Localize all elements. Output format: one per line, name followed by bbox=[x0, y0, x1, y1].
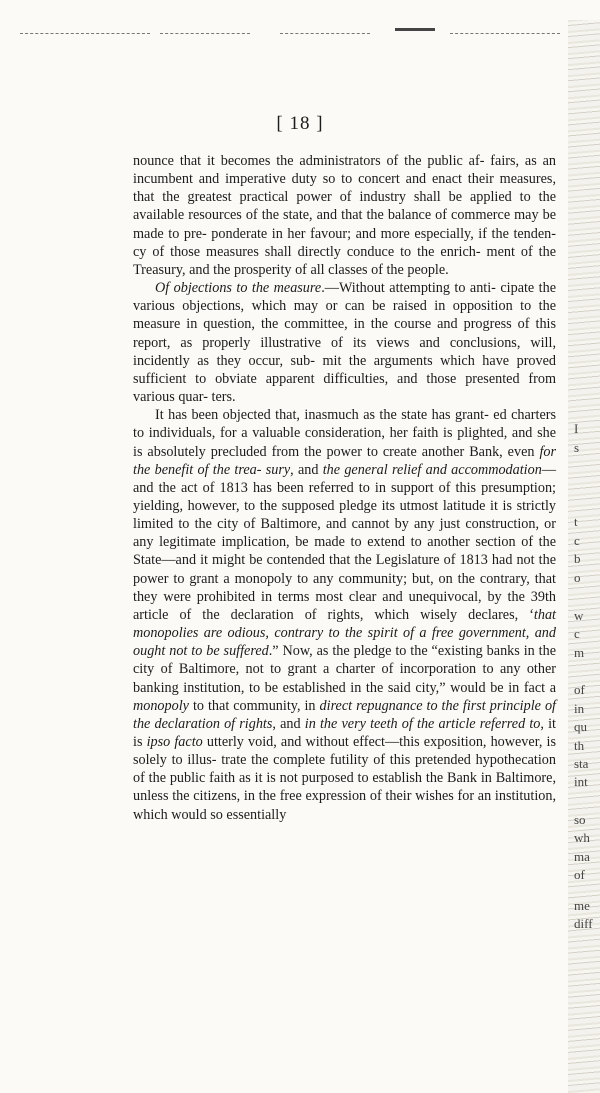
text-segment: .” Now, as the pledge to the “existing banks in the city of Baltimore, not to grant a charter of incorporation to any other banking institution, to be established in the said city,” would be in fact a bbox=[133, 643, 556, 696]
text-segment: —and the act of 1813 has been referred to in support of this presumption; yielding, however, to the supposed pledge its utmost latitude it is strictly limited to the city of Baltimore, and cannot by any just construction, or any legitimate implication, be made to extend to another section of the State—and it might be contended that the Legislature of 1813 had not the power to grant a monopoly to any community; but, on the contrary, that they were prohibited in terms most clear and unequivocal, by the 39th article of the declaration of rights, which wisely declares, ‘ bbox=[133, 461, 556, 623]
adjacent-page-fragment: ma bbox=[574, 849, 590, 864]
paragraph-3 bbox=[133, 406, 556, 824]
text-segment: , and bbox=[272, 715, 305, 732]
italic-text: monopoly bbox=[133, 697, 189, 714]
top-rule bbox=[20, 33, 150, 34]
text-segment: , and bbox=[290, 461, 323, 478]
adjacent-page-fragment: so bbox=[574, 812, 586, 827]
italic-text: ipso facto bbox=[146, 734, 203, 750]
adjacent-page-fragment: of bbox=[574, 867, 585, 882]
top-rule bbox=[450, 33, 560, 34]
adjacent-page-fragment: diff bbox=[574, 916, 593, 931]
adjacent-page-fragment: me bbox=[574, 898, 590, 913]
italic-text: in the very teeth of the article referred to bbox=[304, 715, 541, 732]
adjacent-page-fragment: int bbox=[574, 774, 588, 789]
text-segment: .—Without attempting to anti- cipate the various objections, which may or can be raised in opposition to the measure in question, the committee, in the course and progress of this report, as properly illustrative of its views and conclusions, will, incidently as they occur, sub- mit the arguments which have proved sufficient to obviate apparent difficulties, and those presented from various quar- ters. bbox=[133, 280, 557, 406]
text-segment: nounce that it becomes the administrators of the public af- fairs, as an incumbent and imperative duty so to concert and enact their measures, that the greatest practical power of industry shall be applied to the available resources of the state, and that the balance of commerce may be made to pre- ponderate in her favour; and more especially, if the tenden- cy of those measures shall directly conduce to the enrich- ment of the Treasury, and the prosperity of all classes of the people. bbox=[133, 153, 556, 278]
text-segment: It has been objected that, inasmuch as the state has grant- ed charters to individuals, for a valuable consideration, her faith is plighted, and she is absolutely precluded from the power to create another Bank, even bbox=[133, 407, 556, 460]
adjacent-page-fragment: b bbox=[574, 551, 581, 566]
italic-text: that monopolies are odious, contrary to the spirit of a free government, and ought not to be suffered bbox=[133, 606, 556, 660]
adjacent-page-fragment: c bbox=[574, 533, 580, 548]
adjacent-page-fragment: t bbox=[574, 514, 578, 529]
italic-text: for the benefit of the trea- sury bbox=[133, 443, 556, 478]
top-rule bbox=[160, 33, 250, 34]
paragraph-1 bbox=[133, 152, 556, 279]
italic-text: the general relief and accommodation bbox=[322, 461, 542, 478]
adjacent-page-fragment: th bbox=[574, 738, 585, 753]
adjacent-page-fragment: m bbox=[574, 645, 585, 660]
page-number: [ 18 ] bbox=[276, 113, 324, 134]
adjacent-page-fragment: o bbox=[574, 570, 581, 585]
text-segment: , it is bbox=[133, 715, 556, 750]
adjacent-page-fragment: in bbox=[574, 701, 585, 716]
italic-text: direct repugnance to the first principle of the declaration of rights bbox=[133, 697, 556, 732]
body-text bbox=[133, 152, 556, 824]
adjacent-page-fragment: qu bbox=[574, 719, 587, 734]
adjacent-page-fragment: wh bbox=[574, 830, 590, 845]
top-rule bbox=[280, 33, 370, 34]
adjacent-page-fragment: c bbox=[574, 626, 580, 641]
text-segment: utterly void, and without effect—this exposition, however, is solely to illus- trate the complete futility of this pretended hypothecation of the public faith as it is not purposed to establish the Bank in Baltimore, unless the citizens, in the free expression of their wishes for an institution, which would so essentially bbox=[133, 734, 556, 823]
paragraph-2 bbox=[133, 279, 556, 406]
adjacent-page-fragment: s bbox=[574, 440, 580, 455]
adjacent-page-fragment: sta bbox=[574, 756, 589, 771]
text-segment: to that community, in bbox=[188, 697, 320, 714]
adjacent-page-fragment: of bbox=[574, 682, 585, 697]
italic-text: Of objections to the measure bbox=[155, 280, 322, 297]
top-rule-mark bbox=[395, 28, 435, 31]
adjacent-page-fragment: w bbox=[574, 608, 584, 623]
adjacent-page-fragment: I bbox=[574, 421, 579, 436]
